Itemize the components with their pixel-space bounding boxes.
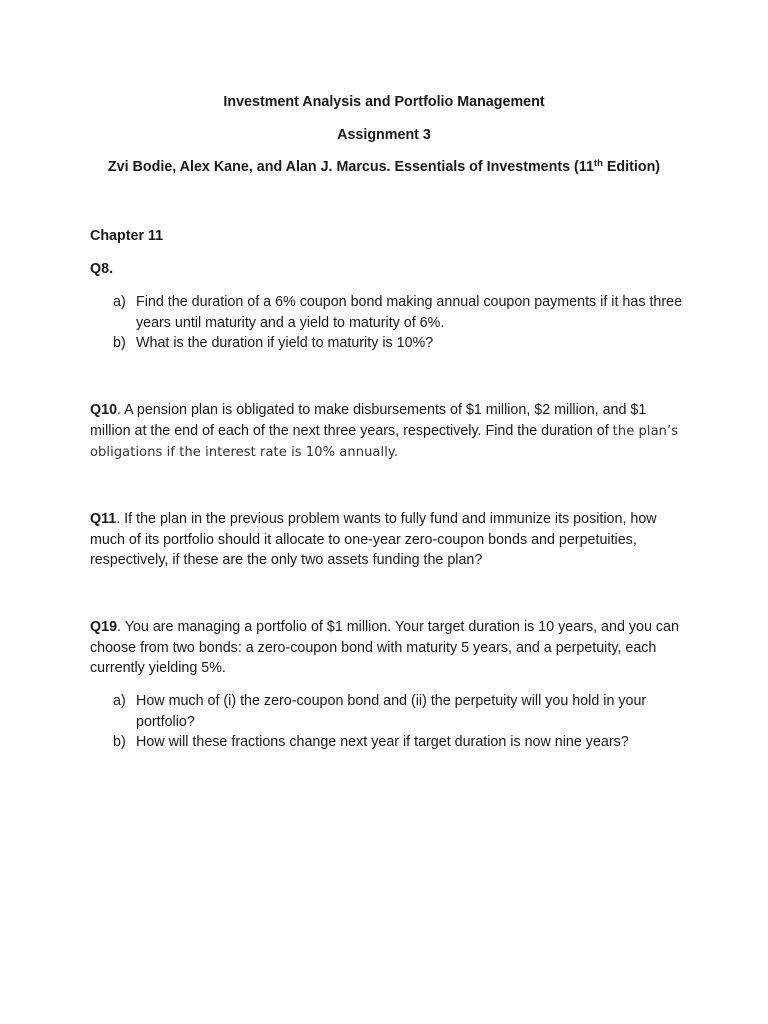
edition-superscript: th <box>593 158 603 169</box>
list-item <box>113 691 693 732</box>
chapter-heading: Chapter 11 <box>90 228 164 244</box>
list-marker: a) <box>113 294 126 310</box>
list-item <box>113 292 693 333</box>
course-title: Investment Analysis and Portfolio Management <box>223 94 545 110</box>
list-item <box>113 333 693 354</box>
textbook-reference-end: Edition) <box>602 159 661 175</box>
q8-subquestions <box>113 292 693 354</box>
q11-label: Q11 <box>90 511 117 527</box>
q10-question <box>90 400 690 464</box>
list-item <box>113 732 693 753</box>
q11-question <box>90 509 690 571</box>
textbook-reference <box>0 157 768 178</box>
list-item-text: Find the duration of a 6% coupon bond making annual coupon payments if it has three years until maturity and a yield to maturity of 6%. <box>136 294 683 331</box>
q10-text: . A pension plan is obligated to make disbursements of $1 million, $2 million, and $1 million at the end of each of the next three years, respectively. Find the duration of <box>90 402 647 439</box>
list-marker: a) <box>113 693 126 709</box>
list-item-text: What is the duration if yield to maturity is 10%? <box>136 335 434 351</box>
list-marker: b) <box>113 734 126 750</box>
q10-label: Q10 <box>90 402 118 418</box>
q19-question <box>90 617 690 679</box>
q19-label: Q19 <box>90 619 118 635</box>
q8-label: Q8. <box>90 261 114 277</box>
assignment-title: Assignment 3 <box>337 127 431 143</box>
list-marker: b) <box>113 335 126 351</box>
q19-subquestions <box>113 691 693 753</box>
textbook-reference-text: Zvi Bodie, Alex Kane, and Alan J. Marcus. Essentials of Investments (11 <box>107 159 594 175</box>
list-item-text: How much of (i) the zero-coupon bond and (ii) the perpetuity will you hold in your portfolio? <box>136 693 647 730</box>
q11-text: . If the plan in the previous problem wants to fully fund and immunize its position, how much of its portfolio should it allocate to one-year zero-coupon bonds and perpetuities, respectively, if these are the only two assets funding the plan? <box>90 511 657 568</box>
q10-text-tail: the plan’s obligations if the interest rate is 10% annually. <box>90 423 679 460</box>
list-item-text: How will these fractions change next year if target duration is now nine years? <box>136 734 629 750</box>
q19-text: . You are managing a portfolio of $1 million. Your target duration is 10 years, and you can choose from two bonds: a zero-coupon bond with maturity 5 years, and a perpetuity, each currently yielding 5%. <box>90 619 679 676</box>
